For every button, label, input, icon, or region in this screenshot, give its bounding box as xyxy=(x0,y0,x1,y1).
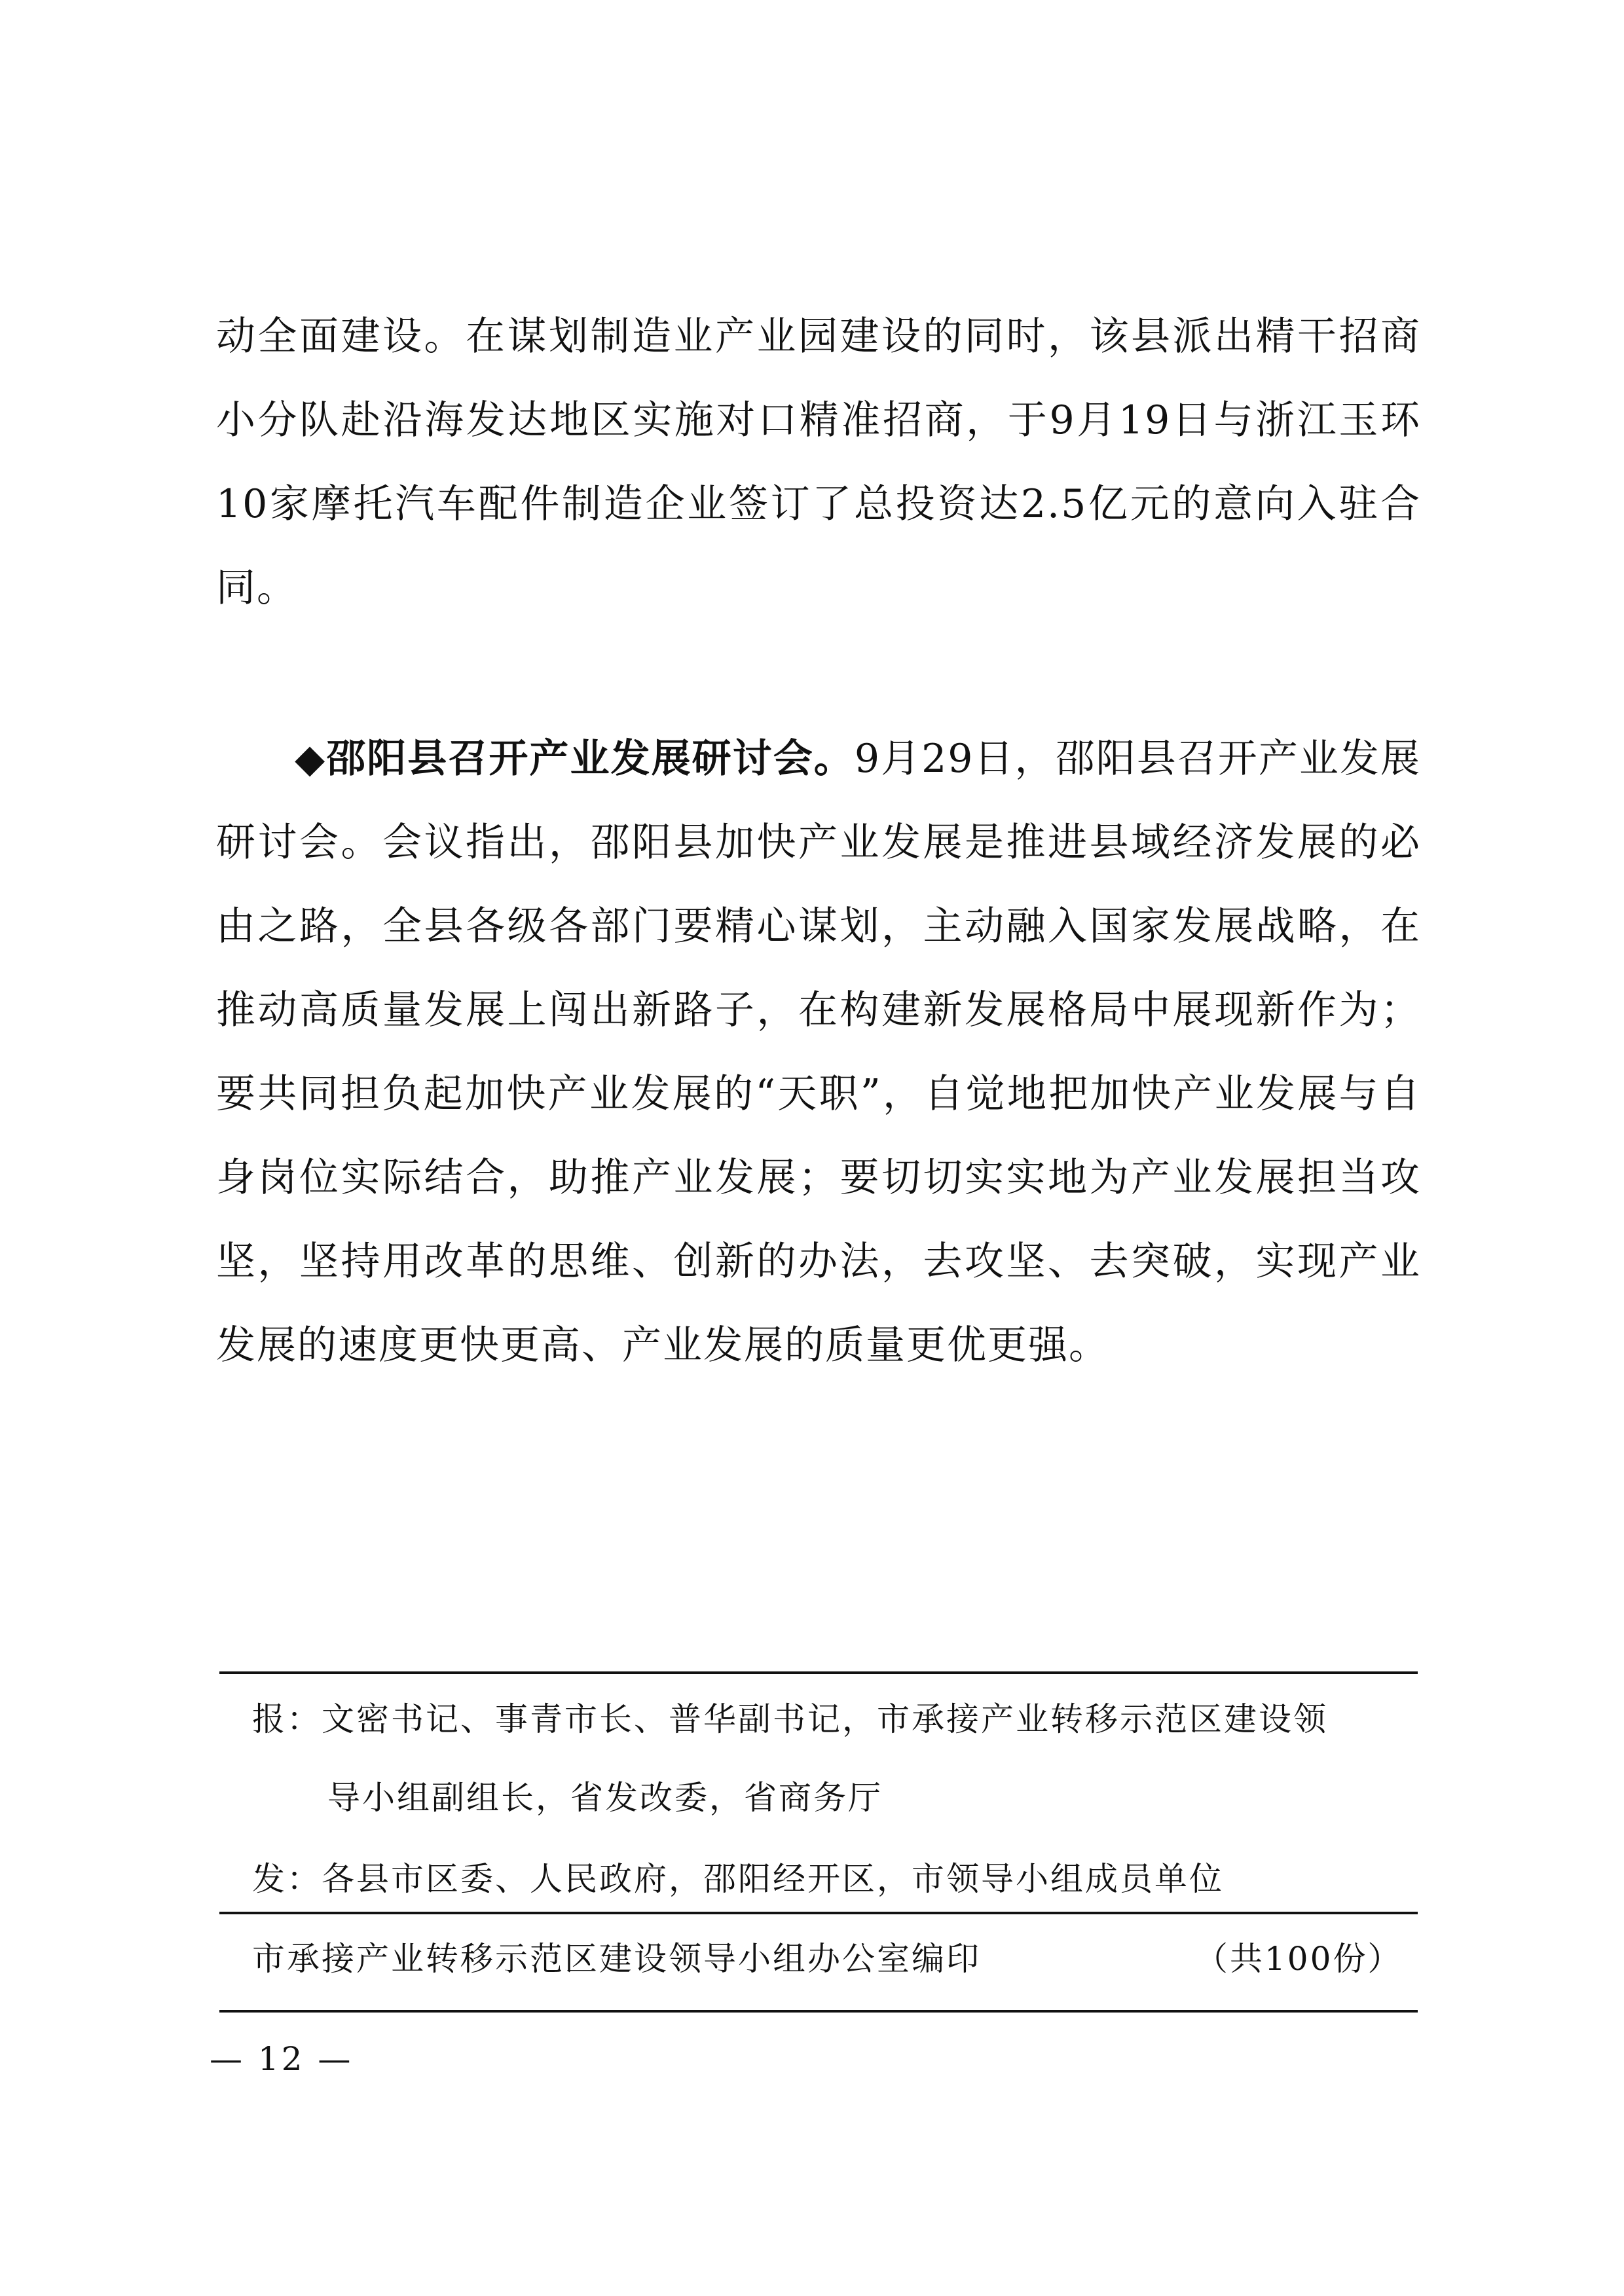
report-recipients-line-2: 导小组副组长，省发改委，省商务厅 xyxy=(327,1779,883,1817)
body-paragraph-1: 动全面建设。在谋划制造业产业园建设的同时，该县派出精干招商小分队赴沿海发达地区实施对口精准招商，于9月19日与浙江玉环10家摩托汽车配件制造企业签订了总投资达2.5亿元的意向入驻合同。 xyxy=(216,314,1421,611)
copy-count: （共100份） xyxy=(1195,1940,1403,1978)
news-item-title: ◆邵阳县召开产业发展研讨会。 xyxy=(295,736,855,782)
distribution-bottom-rule xyxy=(219,2010,1418,2013)
report-recipients-line-1: 报：文密书记、事青市长、普华副书记，市承接产业转移示范区建设领 xyxy=(252,1700,1328,1738)
distribution-top-rule xyxy=(219,1671,1418,1674)
distribution-middle-rule xyxy=(219,1912,1418,1914)
send-recipients-line: 发：各县市区委、人民政府，邵阳经开区，市领导小组成员单位 xyxy=(252,1860,1224,1898)
body-paragraph-2 xyxy=(216,717,1421,1387)
page-number: — 12 — xyxy=(210,2040,354,2078)
printing-office: 市承接产业转移示范区建设领导小组办公室编印 xyxy=(252,1940,981,1978)
news-item-text: 9月29日，邵阳县召开产业发展研讨会。会议指出，邵阳县加快产业发展是推进县域经济发展的必由之路，全县各级各部门要精心谋划，主动融入国家发展战略，在推动高质量发展上闯出新路子，在构建新发展格局中展现新作为；要共同担负起加快产业发展的“天职”，自觉地把加快产业发展与自身岗位实际结合，助推产业发展；要切切实实地为产业发展担当攻坚，坚持用改革的思维、创新的办法，去攻坚、去突破，实现产业发展的速度更快更高、产业发展的质量更优更强。 xyxy=(216,736,1421,1368)
